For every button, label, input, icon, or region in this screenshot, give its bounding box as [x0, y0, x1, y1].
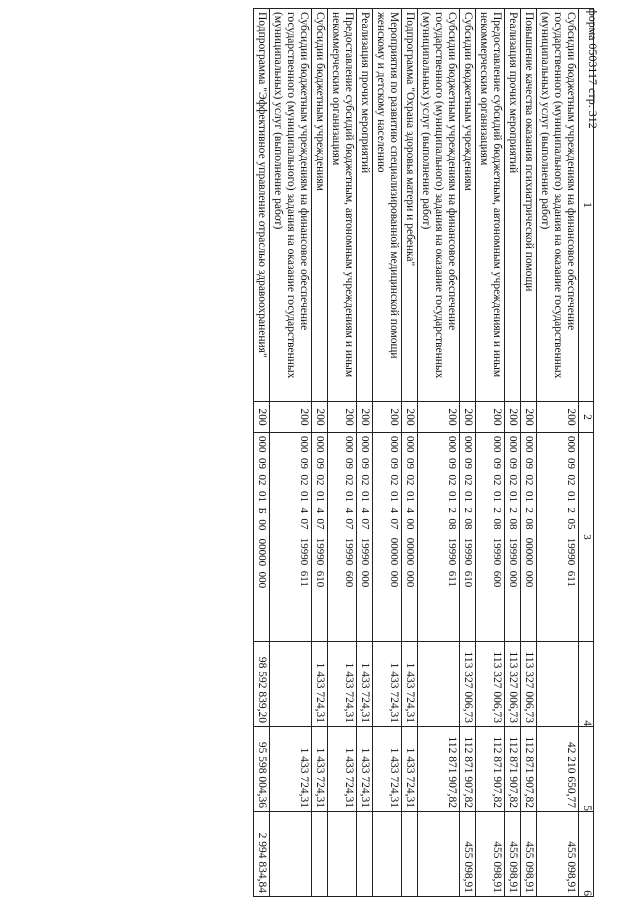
row-name-cell: Субсидии бюджетным учреждениям на финансовое обеспечение государственного (муниципального) задания на оказание государственных (муниципальных) услуг (выполнение работ): [270, 9, 312, 402]
form-page-label: форма 0503117 стр. 312: [586, 8, 600, 129]
row-code-cell: 200: [373, 402, 402, 433]
budget-classification-cell: 000 09 02 01 4 07 19990 600: [328, 433, 357, 642]
budget-classification-cell: 000 09 02 01 2 08 19990 000: [505, 433, 521, 642]
table-row: [373, 9, 402, 897]
approved-amount-cell: 1 433 724,31: [373, 642, 402, 727]
row-name-cell: Подпрограмма "Эффективное управление отраслью здравоохранения": [254, 9, 270, 402]
table-row: [476, 9, 505, 897]
executed-amount-cell: 1 433 724,31: [357, 727, 373, 812]
row-code-cell: 200: [521, 402, 537, 433]
budget-classification-cell: 000 09 02 01 4 07 00000 000: [373, 433, 402, 642]
row-code-cell: 200: [505, 402, 521, 433]
approved-amount-cell: 1 433 724,31: [402, 642, 418, 727]
budget-classification-cell: 000 09 02 01 2 08 19990 600: [476, 433, 505, 642]
executed-amount-cell: 95 598 004,36: [254, 727, 270, 812]
approved-amount-cell: 1 433 724,31: [312, 642, 328, 727]
column-number-row: [579, 9, 594, 897]
budget-classification-cell: 000 09 02 01 4 07 19990 610: [312, 433, 328, 642]
column-header: 4: [579, 642, 594, 727]
unexecuted-amount-cell: 455 098,91: [521, 812, 537, 897]
table-row: [402, 9, 418, 897]
row-code-cell: 200: [402, 402, 418, 433]
row-name-cell: Мероприятия по развитию специализированной медицинской помощи женскому и детскому населению: [373, 9, 402, 402]
approved-amount-cell: [537, 642, 579, 727]
unexecuted-amount-cell: 2 994 834,84: [254, 812, 270, 897]
executed-amount-cell: 1 433 724,31: [312, 727, 328, 812]
approved-amount-cell: 113 327 006,73: [521, 642, 537, 727]
budget-classification-cell: 000 09 02 01 4 00 00000 000: [402, 433, 418, 642]
column-header: 5: [579, 727, 594, 812]
unexecuted-amount-cell: 455 098,91: [476, 812, 505, 897]
row-name-cell: Субсидии бюджетным учреждениям на финансовое обеспечение государственного (муниципального) задания на оказание государственных (муниципальных) услуг (выполнение работ): [537, 9, 579, 402]
approved-amount-cell: 113 327 006,73: [460, 642, 476, 727]
row-code-cell: 200: [254, 402, 270, 433]
approved-amount-cell: 113 327 006,73: [476, 642, 505, 727]
row-name-cell: Субсидии бюджетным учреждениям на финансовое обеспечение государственного (муниципального) задания на оказание государственных (муниципальных) услуг (выполнение работ): [418, 9, 460, 402]
unexecuted-amount-cell: [418, 812, 460, 897]
table-row: [328, 9, 357, 897]
row-name-cell: Реализация прочих мероприятий: [357, 9, 373, 402]
budget-classification-cell: 000 09 02 01 2 08 00000 000: [521, 433, 537, 642]
budget-classification-cell: 000 09 02 01 4 07 19990 611: [270, 433, 312, 642]
executed-amount-cell: 42 210 650,77: [537, 727, 579, 812]
row-code-cell: 200: [312, 402, 328, 433]
unexecuted-amount-cell: [373, 812, 402, 897]
table-row: [357, 9, 373, 897]
table-row: [254, 9, 270, 897]
executed-amount-cell: 1 433 724,31: [373, 727, 402, 812]
table-row: [505, 9, 521, 897]
row-code-cell: 200: [537, 402, 579, 433]
row-code-cell: 200: [476, 402, 505, 433]
approved-amount-cell: [418, 642, 460, 727]
executed-amount-cell: 112 871 907,82: [460, 727, 476, 812]
row-code-cell: 200: [270, 402, 312, 433]
table-row: [270, 9, 312, 897]
budget-classification-cell: 000 09 02 01 2 05 19990 611: [537, 433, 579, 642]
budget-classification-cell: 000 09 02 01 4 07 19990 000: [357, 433, 373, 642]
row-code-cell: 200: [460, 402, 476, 433]
column-header: 3: [579, 433, 594, 642]
table-row: [312, 9, 328, 897]
approved-amount-cell: 1 433 724,31: [357, 642, 373, 727]
unexecuted-amount-cell: 455 098,91: [537, 812, 579, 897]
row-name-cell: Реализация прочих мероприятий: [505, 9, 521, 402]
row-code-cell: 200: [357, 402, 373, 433]
approved-amount-cell: 113 327 006,73: [505, 642, 521, 727]
executed-amount-cell: 1 433 724,31: [328, 727, 357, 812]
row-code-cell: 200: [328, 402, 357, 433]
unexecuted-amount-cell: [328, 812, 357, 897]
budget-classification-cell: 000 09 02 01 Б 00 00000 000: [254, 433, 270, 642]
table-row: [521, 9, 537, 897]
table-row: [418, 9, 460, 897]
row-name-cell: Субсидии бюджетным учреждениям: [460, 9, 476, 402]
unexecuted-amount-cell: [402, 812, 418, 897]
budget-classification-cell: 000 09 02 01 2 08 19990 610: [460, 433, 476, 642]
executed-amount-cell: 112 871 907,82: [521, 727, 537, 812]
row-name-cell: Предоставление субсидий бюджетным, автономным учреждениям и иным некоммерческим организациям: [328, 9, 357, 402]
unexecuted-amount-cell: [312, 812, 328, 897]
approved-amount-cell: 98 592 839,20: [254, 642, 270, 727]
executed-amount-cell: 112 871 907,82: [476, 727, 505, 812]
budget-execution-table: [44, 8, 594, 896]
unexecuted-amount-cell: [357, 812, 373, 897]
table-row: [537, 9, 579, 897]
unexecuted-amount-cell: 455 098,91: [505, 812, 521, 897]
approved-amount-cell: 1 433 724,31: [328, 642, 357, 727]
executed-amount-cell: 112 871 907,82: [418, 727, 460, 812]
unexecuted-amount-cell: [270, 812, 312, 897]
executed-amount-cell: 1 433 724,31: [270, 727, 312, 812]
approved-amount-cell: [270, 642, 312, 727]
executed-amount-cell: 1 433 724,31: [402, 727, 418, 812]
budget-classification-cell: 000 09 02 01 2 08 19990 611: [418, 433, 460, 642]
row-name-cell: Подпрограмма "Охрана здоровья матери и ребенка": [402, 9, 418, 402]
column-header: 2: [579, 402, 594, 433]
row-name-cell: Предоставление субсидий бюджетным, автономным учреждениям и иным некоммерческим организациям: [476, 9, 505, 402]
row-name-cell: Повышение качества оказания психиатрической помощи: [521, 9, 537, 402]
row-name-cell: Субсидии бюджетным учреждениям: [312, 9, 328, 402]
executed-amount-cell: 112 871 907,82: [505, 727, 521, 812]
column-header: 6: [579, 812, 594, 897]
table-row: [460, 9, 476, 897]
row-code-cell: 200: [418, 402, 460, 433]
column-header: 1: [579, 9, 594, 402]
unexecuted-amount-cell: 455 098,91: [460, 812, 476, 897]
